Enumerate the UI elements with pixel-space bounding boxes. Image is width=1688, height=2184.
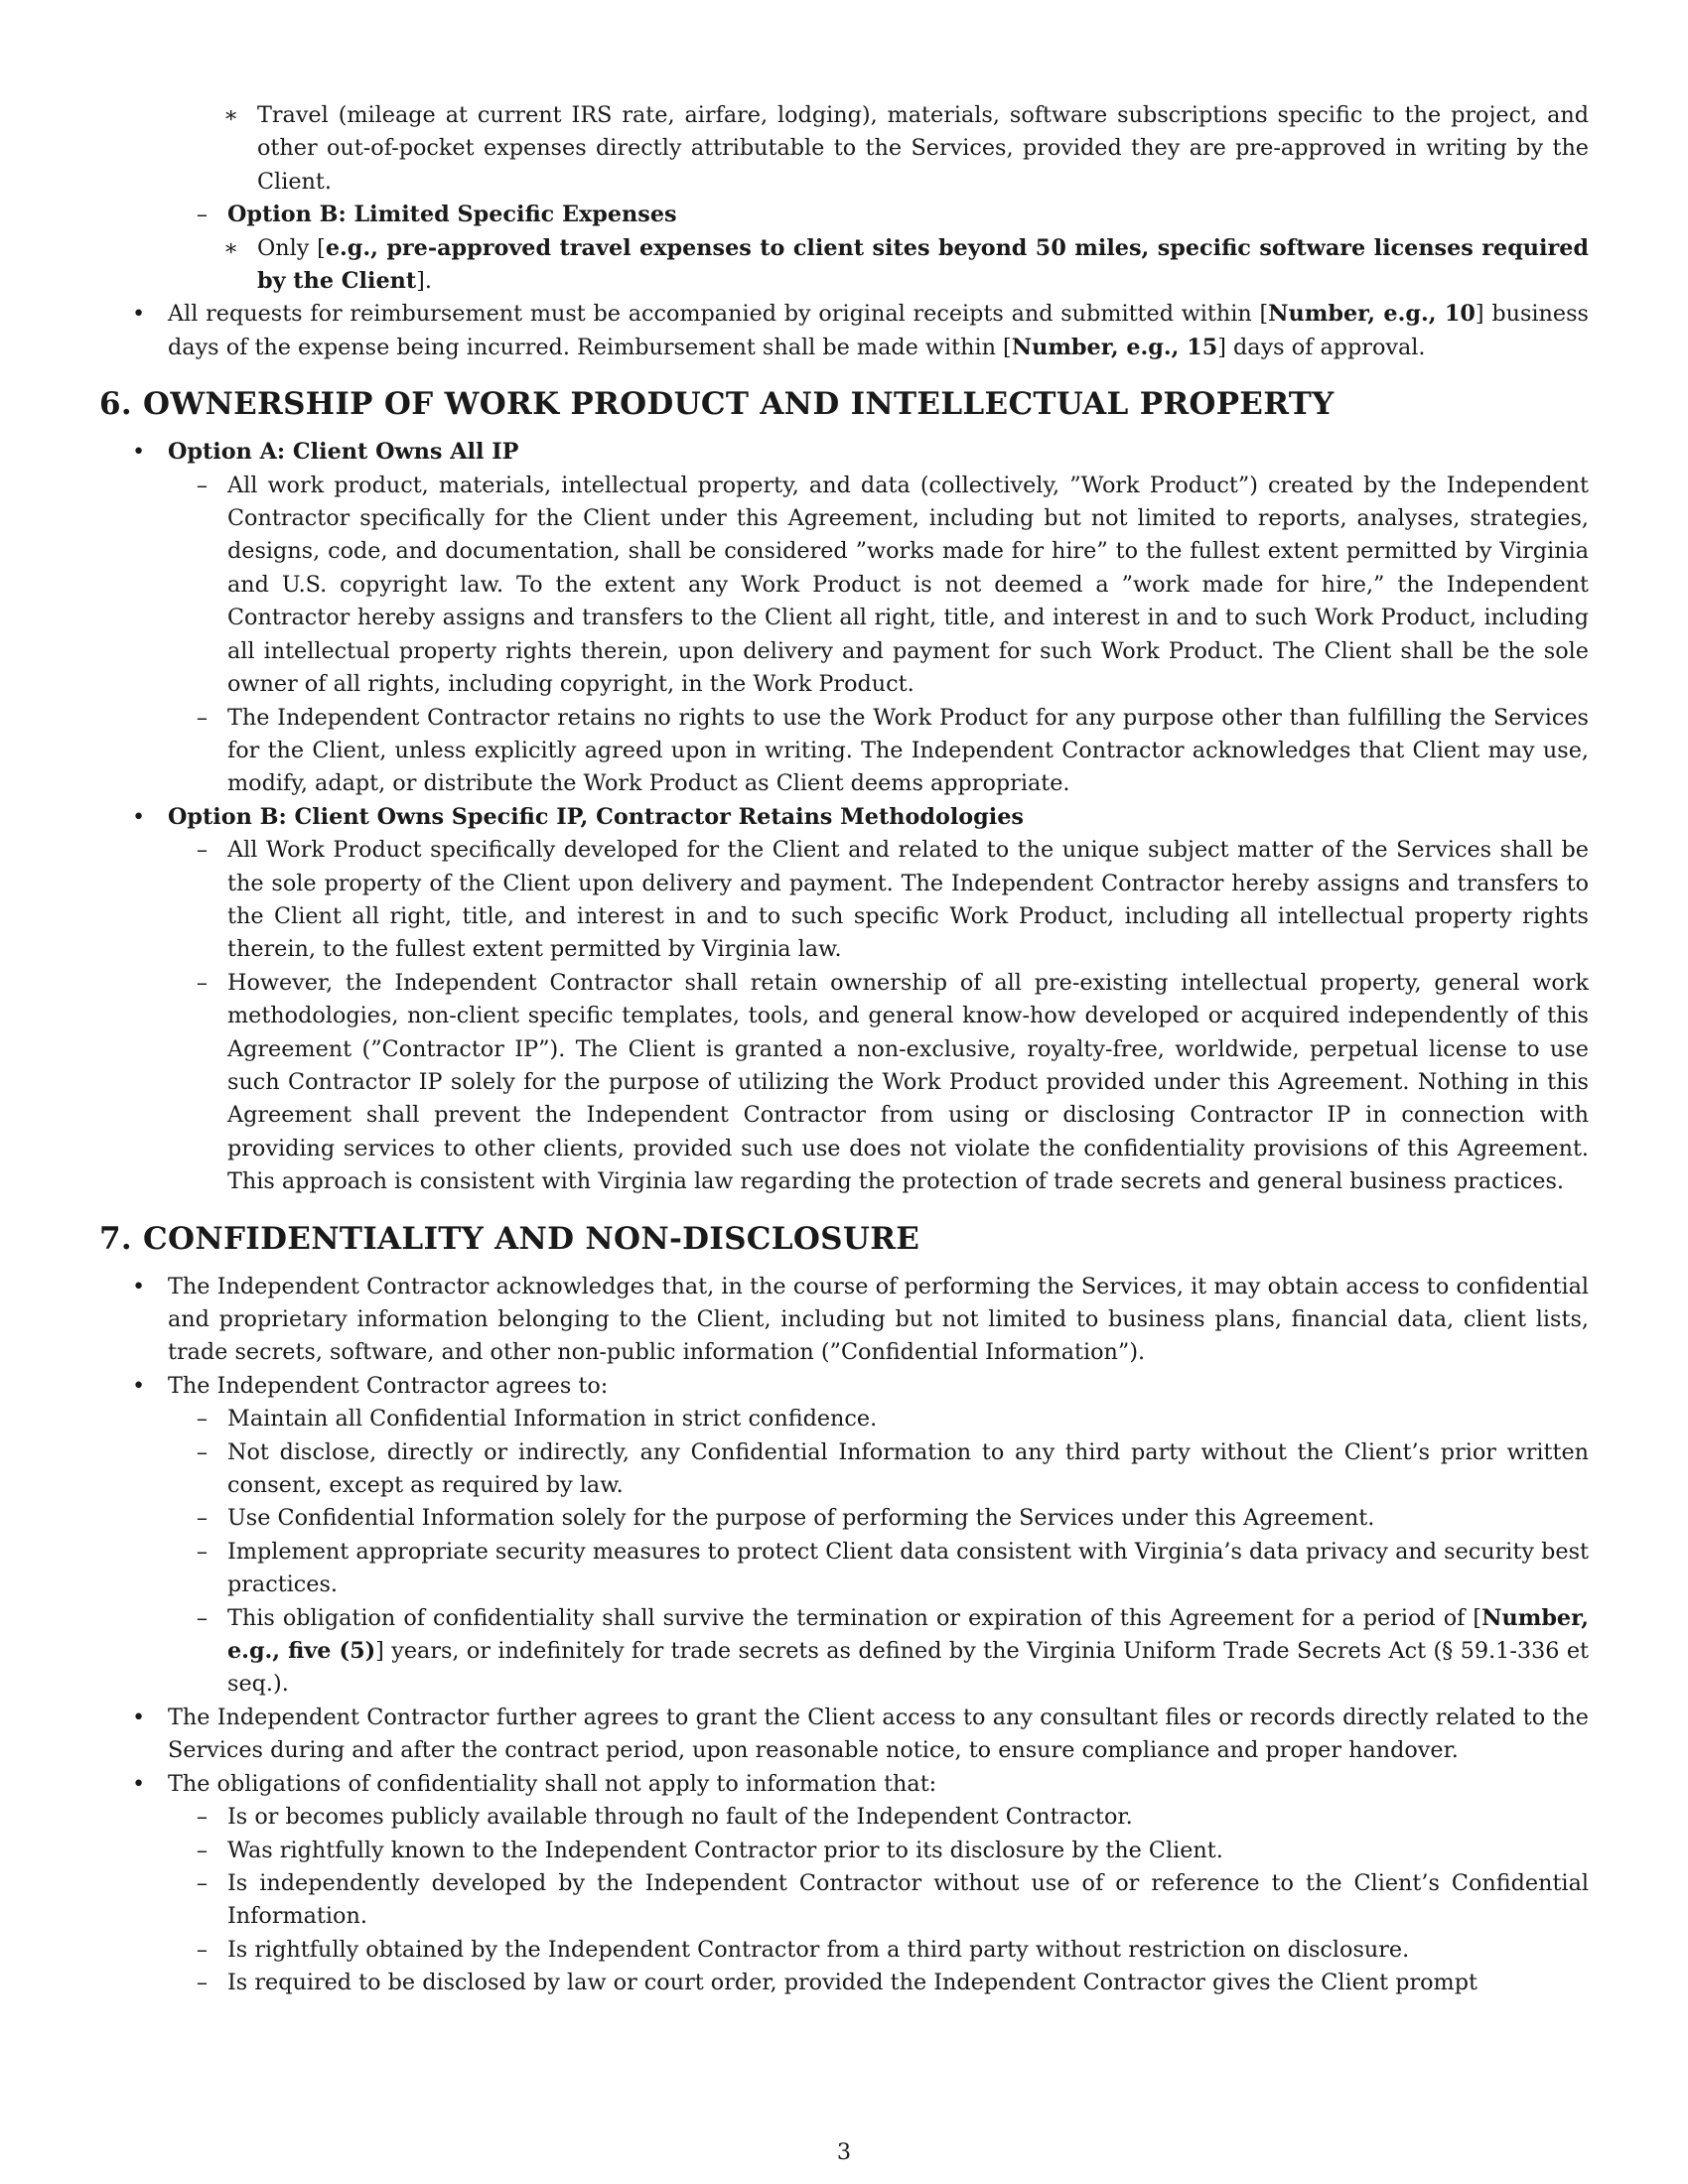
list-item: • The obligations of confidentiality shall not apply to information that: – Is or becomes publicly available through no fault of the Independent Contractor. – Was rightfully known to the Independent Contractor prior to its disclosure by the Client. – Is independently developed by the Independent Contractor without use of or reference to the Client’s Confidential Information. – Is rightfully obtained by the Independent Contractor from a third party without restriction on disclosure. – Is required to be disclosed by law or court order, provided the Independent Contractor gives the Client prompt xyxy=(99,1768,1589,2000)
list-item: – Was rightfully known to the Independent Contractor prior to its disclosure by the Client. xyxy=(168,1835,1589,1867)
section-6-heading: 6. OWNERSHIP OF WORK PRODUCT AND INTELLECTUAL PROPERTY xyxy=(99,386,1335,423)
option-a-expenses-continued xyxy=(168,99,1589,199)
document-page xyxy=(99,99,1589,2000)
list-item: – This obligation of confidentiality shall survive the termination or expiration of this Agreement for a period of [Number, e.g., five (5)] years, or indefinitely for trade secrets as defined by the Virginia Uniform Trade Secrets Act (§ 59.1-336 et seq.). xyxy=(168,1602,1589,1702)
list-item: • The Independent Contractor further agrees to grant the Client access to any consultant files or records directly related to the Services during and after the contract period, upon reasonable notice, to ensure compliance and proper handover. xyxy=(99,1702,1589,1768)
section-7-heading: 7. CONFIDENTIALITY AND NON-DISCLOSURE xyxy=(99,1220,920,1257)
placeholder-text: Number, e.g., 10 xyxy=(1268,301,1476,328)
list-item: – Maintain all Confidential Information in strict confidence. xyxy=(168,1403,1589,1435)
list-item: – Not disclose, directly or indirectly, any Confidential Information to any third party without the Client’s prior written consent, except as required by law. xyxy=(168,1436,1589,1503)
placeholder-text: Number, e.g., 15 xyxy=(1011,334,1218,360)
option-b-expenses xyxy=(168,199,1589,298)
list-item: – Is required to be disclosed by law or court order, provided the Independent Contractor gives the Client prompt xyxy=(168,1967,1589,1999)
list-item: – The Independent Contractor retains no rights to use the Work Product for any purpose other than fulfilling the Services for the Client, unless explicitly agreed upon in writing. The Independent Contractor acknowledges that Client may use, modify, adapt, or distribute the Work Product as Client deems appropriate. xyxy=(168,702,1589,801)
option-b-label: Option B: Client Owns Specific IP, Contractor Retains Methodologies xyxy=(168,803,1024,830)
dash-marker: – xyxy=(196,1505,208,1532)
list-item: – Is rightfully obtained by the Independent Contractor from a third party without restriction on disclosure. xyxy=(168,1934,1589,1967)
section-7-list xyxy=(99,1271,1589,2000)
dash-marker: – xyxy=(196,1837,208,1863)
section-6-option-a xyxy=(99,436,1589,800)
bullet-marker: • xyxy=(132,439,146,466)
reimbursement-item: • All requests for reimbursement must be accompanied by original receipts and submitted within [Number, e.g., 10] business days of the expense being incurred. Reimbursement shall be made within [Number, e.g., 15] days of approval. xyxy=(99,298,1589,364)
dash-marker: – xyxy=(196,1869,208,1896)
option-b-expenses-label: Option B: Limited Specific Expenses xyxy=(227,202,677,228)
dash-marker: – xyxy=(196,1804,208,1831)
expenses-list xyxy=(99,99,1589,364)
star-marker: ∗ xyxy=(223,234,239,261)
dash-marker: – xyxy=(196,969,208,996)
option-b-expenses-detail: ∗ Only [e.g., pre-approved travel expenses to client sites beyond 50 miles, specific software licenses required by the Client]. xyxy=(227,232,1589,299)
list-item: – Use Confidential Information solely for the purpose of performing the Services under this Agreement. xyxy=(168,1502,1589,1535)
list-item: • The Independent Contractor agrees to: – Maintain all Confidential Information in strict confidence. – Not disclose, directly or indirectly, any Confidential Information to any third party without the Client’s prior written consent, except as required by law. – Use Confidential Information solely for the purpose of performing the Services under this Agreement. – Implement appropriate security measures to protect Client data consistent with Virginia’s data privacy and security best practices. – This obligation of confidentiality shall survive the termination or expiration of this Agreement for a period of [Number, e.g., five (5)] years, or indefinitely for trade secrets as defined by the Virginia Uniform Trade Secrets Act (§ 59.1-336 et seq.). xyxy=(99,1370,1589,1702)
bullet-marker: • xyxy=(132,301,146,328)
dash-marker: – xyxy=(196,837,208,864)
section-6-list xyxy=(99,436,1589,1198)
dash-marker: – xyxy=(196,1438,208,1465)
placeholder-text: Number, e.g., five (5) xyxy=(227,1604,1589,1665)
bullet-marker: • xyxy=(132,1372,146,1399)
dash-marker: – xyxy=(196,472,208,498)
dash-marker: – xyxy=(196,1936,208,1963)
bullet-marker: • xyxy=(132,1273,146,1299)
dash-marker: – xyxy=(196,1538,208,1565)
bullet-marker: • xyxy=(132,1770,146,1797)
list-item: – All work product, materials, intellectual property, and data (collectively, ”Work Product”) created by the Independent Contractor specifically for the Client under this Agreement, including but not limited to reports, analyses, strategies, designs, code, and documentation, shall be considered ”works made for hire” to the fullest extent permitted by Virginia and U.S. copyright law. To the extent any Work Product is not deemed a ”work made for hire,” the Independent Contractor hereby assigns and transfers to the Client all right, title, and interest in and to such Work Product, including all intellectual property rights therein, upon delivery and payment for such Work Product. The Client shall be the sole owner of all rights, including copyright, in the Work Product. xyxy=(168,470,1589,702)
expenses-continued-item xyxy=(99,99,1589,298)
option-a-label: Option A: Client Owns All IP xyxy=(168,439,519,466)
dash-marker: – xyxy=(196,704,208,731)
page-number: 3 xyxy=(836,2139,852,2165)
dash-marker: – xyxy=(196,1604,208,1631)
dash-marker: – xyxy=(196,202,208,228)
bullet-marker: • xyxy=(132,1704,146,1730)
dash-marker: – xyxy=(196,1406,208,1433)
section-6-option-b xyxy=(99,801,1589,1199)
list-item: • The Independent Contractor acknowledges that, in the course of performing the Services, it may obtain access to confidential and proprietary information belonging to the Client, including but not limited to business plans, financial data, client lists, trade secrets, software, and other non-public information (”Confidential Information”). xyxy=(99,1271,1589,1370)
list-item: – However, the Independent Contractor shall retain ownership of all pre-existing intellectual property, general work methodologies, non-client specific templates, tools, and general know-how developed or acquired independently of this Agreement (”Contractor IP”). The Client is granted a non-exclusive, royalty-free, worldwide, perpetual license to use such Contractor IP solely for the purpose of utilizing the Work Product provided under this Agreement. Nothing in this Agreement shall prevent the Independent Contractor from using or disclosing Contractor IP in connection with providing services to other clients, provided such use does not violate the confidentiality provisions of this Agreement. This approach is consistent with Virginia law regarding the protection of trade secrets and general business practices. xyxy=(168,967,1589,1199)
list-item: – Is or becomes publicly available through no fault of the Independent Contractor. xyxy=(168,1801,1589,1834)
list-item: – Is independently developed by the Independent Contractor without use of or reference to the Client’s Confidential Information. xyxy=(168,1867,1589,1934)
list-item: – Implement appropriate security measures to protect Client data consistent with Virginia’s data privacy and security best practices. xyxy=(168,1536,1589,1602)
bullet-marker: • xyxy=(132,803,146,830)
list-item: – All Work Product specifically developed for the Client and related to the unique subject matter of the Services shall be the sole property of the Client upon delivery and payment. The Independent Contractor hereby assigns and transfers to the Client all right, title, and interest in and to such specific Work Product, including all intellectual property rights therein, to the fullest extent permitted by Virginia law. xyxy=(168,834,1589,967)
dash-marker: – xyxy=(196,1970,208,1996)
travel-expense-item: ∗ Travel (mileage at current IRS rate, airfare, lodging), materials, software subscriptions specific to the project, and other out-of-pocket expenses directly attributable to the Services, provided they are pre-approved in writing by the Client. xyxy=(227,99,1589,199)
star-marker: ∗ xyxy=(223,102,239,128)
placeholder-text: e.g., pre-approved travel expenses to client sites beyond 50 miles, specific software licenses required by the Client xyxy=(257,234,1590,295)
